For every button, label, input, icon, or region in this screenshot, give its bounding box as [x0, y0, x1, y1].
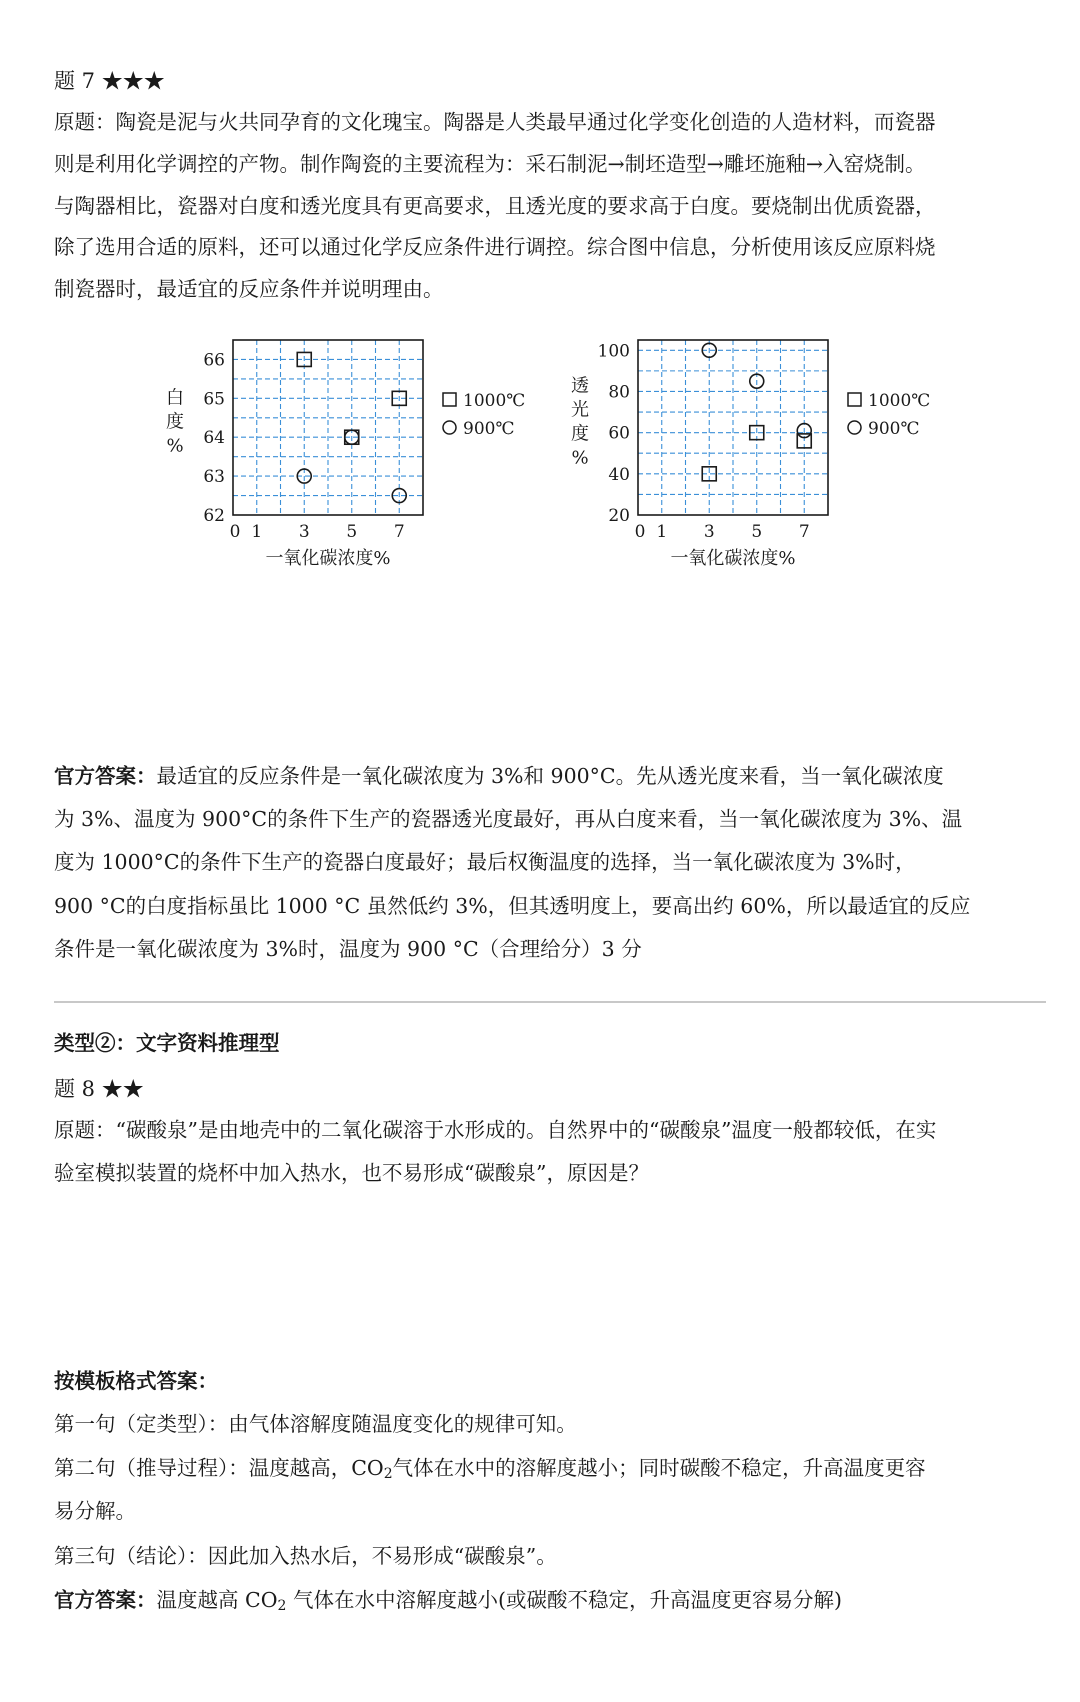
template-text: 气体在水中的溶解度越小；同时碳酸不稳定，升高温度更容 — [392, 1456, 926, 1480]
template-answer-heading: 按模板格式答案： — [54, 1369, 218, 1393]
x-tick-label: 3 — [298, 522, 310, 542]
y-tick-label: 64 — [203, 428, 225, 449]
legend-circle-icon — [848, 421, 861, 434]
q8-stem-line: 验室模拟装置的烧杯中加入热水，也不易形成“碳酸泉”，原因是？ — [54, 1161, 649, 1185]
x-axis-label: 一氧化碳浓度% — [265, 548, 391, 569]
y-tick-label: 40 — [608, 464, 630, 485]
x-tick-label: 0 — [634, 522, 646, 542]
q7-stem-line: 除了选用合适的原料，还可以通过化学反应条件进行调控。综合图中信息，分析使用该反应原料烧 — [54, 235, 936, 259]
subscript: 2 — [383, 1466, 393, 1482]
template-line: 第三句（结论）：因此加入热水后，不易形成“碳酸泉”。 — [54, 1544, 557, 1568]
y-tick-label: 62 — [203, 506, 225, 526]
section-divider — [54, 1001, 1046, 1003]
q7-title: 题 7 ★★★ — [54, 69, 165, 93]
official-answer-label: 官方答案： — [54, 764, 157, 788]
q7-answer-line — [54, 761, 944, 791]
legend-label: 1000℃ — [868, 391, 931, 411]
whiteness-chart — [150, 330, 560, 600]
y-tick-label: 100 — [597, 341, 630, 362]
x-tick-label: 1 — [656, 522, 668, 542]
y-tick-label: 60 — [608, 423, 630, 444]
template-line: 易分解。 — [54, 1499, 136, 1523]
q7-stem-line: 原题：陶瓷是泥与火共同孕育的文化瑰宝。陶器是人类最早通过化学变化创造的人造材料，而瓷器 — [54, 110, 936, 134]
q7-stem-line: 则是利用化学调控的产物。制作陶瓷的主要流程为：采石制泥→制坯造型→雕坯施釉→入窑烧制。 — [54, 152, 926, 176]
x-tick-label: 1 — [251, 522, 263, 542]
x-tick-label: 3 — [703, 522, 715, 542]
answer-text: 最适宜的反应条件是一氧化碳浓度为 3%和 900°C。先从透光度来看，当一氧化碳浓度 — [156, 764, 944, 788]
y-axis-label: 白度% — [166, 387, 184, 457]
template-line — [54, 1453, 926, 1489]
q7-stem-line: 制瓷器时，最适宜的反应条件并说明理由。 — [54, 277, 444, 301]
transmittance-chart — [555, 330, 965, 600]
legend-square-icon — [848, 393, 861, 406]
x-tick-label: 5 — [751, 522, 763, 542]
q7-answer-line: 条件是一氧化碳浓度为 3%时，温度为 900 °C（合理给分）3 分 — [54, 937, 642, 961]
y-tick-label: 63 — [203, 467, 225, 488]
x-tick-label: 5 — [346, 522, 358, 542]
section-heading: 类型②：文字资料推理型 — [54, 1031, 280, 1055]
legend-square-icon — [443, 393, 456, 406]
legend-circle-icon — [443, 421, 456, 434]
subscript: 2 — [277, 1598, 287, 1614]
answer-text: 气体在水中溶解度越小(或碳酸不稳定，升高温度更容易分解) — [286, 1588, 842, 1612]
y-tick-label: 65 — [203, 389, 225, 410]
answer-text: 温度越高 CO — [156, 1588, 278, 1612]
y-tick-label: 20 — [608, 506, 630, 526]
x-tick-label: 7 — [798, 522, 810, 542]
legend-label: 900℃ — [463, 419, 515, 439]
official-answer-label: 官方答案： — [54, 1588, 157, 1612]
legend-label: 900℃ — [868, 419, 920, 439]
q8-title: 题 8 ★★ — [54, 1077, 144, 1101]
x-tick-label: 7 — [393, 522, 405, 542]
q7-stem-line: 与陶器相比，瓷器对白度和透光度具有更高要求，且透光度的要求高于白度。要烧制出优质瓷器， — [54, 194, 936, 218]
template-text: 第二句（推导过程）：温度越高，CO — [54, 1456, 384, 1480]
q7-answer-line: 度为 1000°C的条件下生产的瓷器白度最好；最后权衡温度的选择，当一氧化碳浓度为 3%时， — [54, 850, 916, 874]
y-tick-label: 66 — [203, 350, 225, 371]
q8-stem-line: 原题：“碳酸泉”是由地壳中的二氧化碳溶于水形成的。自然界中的“碳酸泉”温度一般都较低，在实 — [54, 1118, 937, 1142]
y-axis-label: 透光度% — [571, 375, 589, 469]
legend-label: 1000℃ — [463, 391, 526, 411]
q8-official-answer — [54, 1585, 842, 1621]
template-line: 第一句（定类型）：由气体溶解度随温度变化的规律可知。 — [54, 1412, 577, 1436]
x-tick-label: 0 — [229, 522, 241, 542]
y-tick-label: 80 — [608, 382, 630, 403]
q7-answer-line: 为 3%、温度为 900°C的条件下生产的瓷器透光度最好，再从白度来看，当一氧化碳浓度为 3%、温 — [54, 807, 963, 831]
x-axis-label: 一氧化碳浓度% — [670, 548, 796, 569]
q7-answer-line: 900 °C的白度指标虽比 1000 °C 虽然低约 3%，但其透明度上，要高出约 60%，所以最适宜的反应 — [54, 894, 971, 918]
